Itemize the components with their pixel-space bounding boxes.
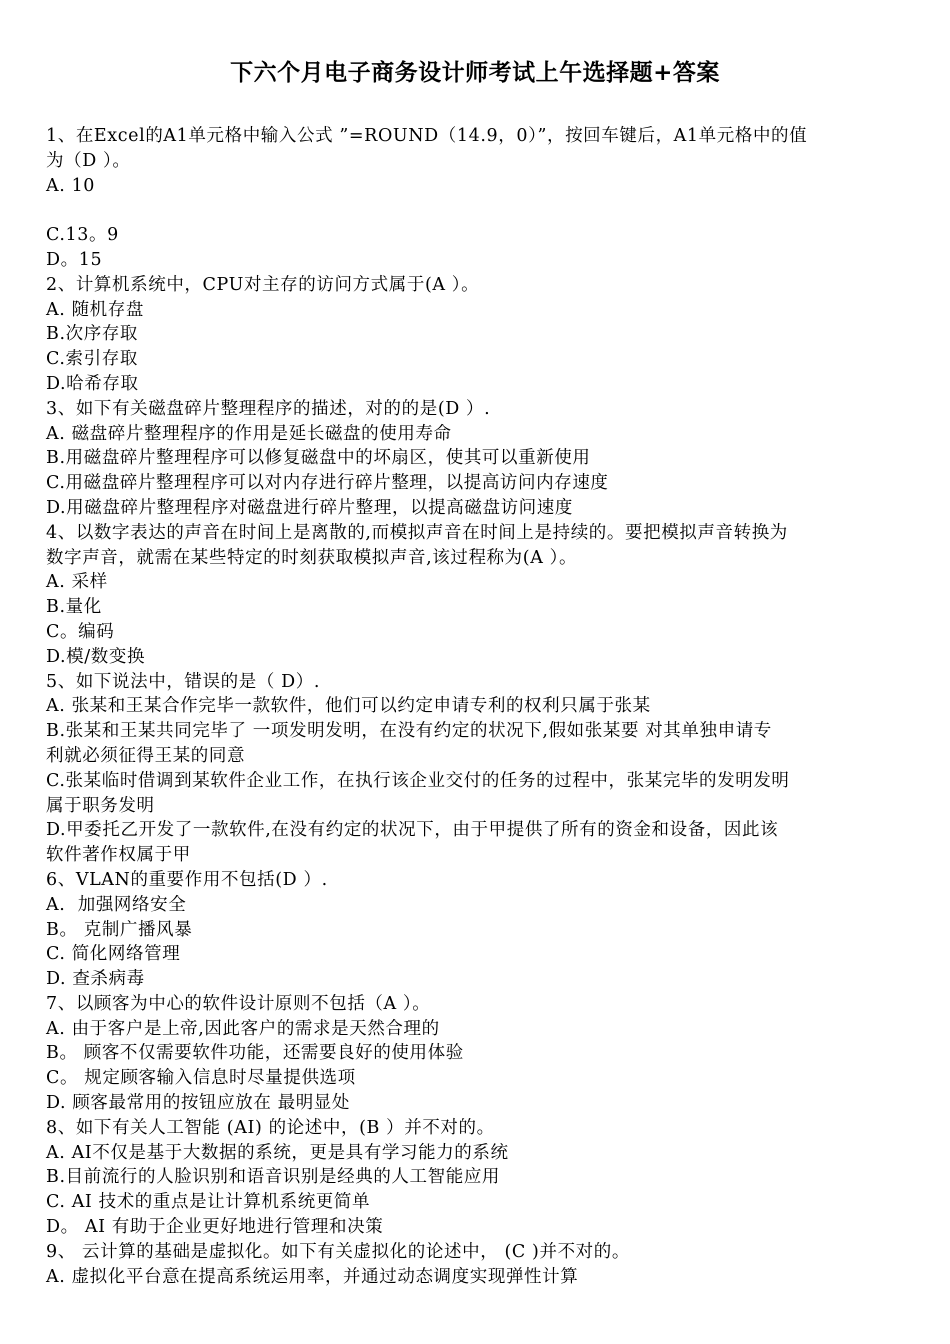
text-line: D。15 bbox=[46, 249, 103, 270]
text-line: C.索引存取 bbox=[46, 349, 138, 370]
text-line: C. AI 技术的重点是让计算机系统更简单 bbox=[46, 1192, 371, 1213]
text-line: B.量化 bbox=[46, 597, 102, 618]
text-line: B.次序存取 bbox=[46, 324, 139, 345]
text-line: 4、以数字表达的声音在时间上是离散的,而模拟声音在时间上是持续的。要把模拟声音转换为 bbox=[46, 522, 788, 543]
text-line: A. 虚拟化平台意在提高系统运用率，并通过动态调度实现弹性计算 bbox=[46, 1266, 579, 1287]
text-line: 为（D ）。 bbox=[46, 150, 131, 171]
text-line: A. 采样 bbox=[46, 572, 108, 593]
text-line: A. 加强网络安全 bbox=[46, 894, 187, 915]
text-line: A. AI不仅是基于大数据的系统，更是具有学习能力的系统 bbox=[46, 1142, 509, 1163]
blank-line bbox=[46, 198, 908, 223]
text-line: D. 查杀病毒 bbox=[46, 969, 145, 990]
text-line: 软件著作权属于甲 bbox=[46, 845, 191, 866]
text-line: D.模/数变换 bbox=[46, 646, 146, 667]
text-line: 5、如下说法中，错误的是（ D）. bbox=[46, 671, 320, 692]
text-line: 6、VLAN的重要作用不包括(D ）. bbox=[46, 869, 328, 890]
text-line: B。 克制广播风暴 bbox=[46, 919, 193, 940]
text-line: C。编码 bbox=[46, 621, 115, 642]
document-body bbox=[46, 124, 908, 1289]
text-line: 利就必须征得王某的同意 bbox=[46, 745, 246, 766]
text-line: A. 随机存盘 bbox=[46, 299, 144, 320]
text-line: A. 10 bbox=[46, 175, 96, 196]
text-line: A. 由于客户是上帝,因此客户的需求是天然合理的 bbox=[46, 1018, 440, 1039]
text-line: D。 AI 有助于企业更好地进行管理和决策 bbox=[46, 1217, 384, 1238]
text-line: 9、 云计算的基础是虚拟化。如下有关虚拟化的论述中， (C )并不对的。 bbox=[46, 1241, 630, 1262]
text-line: C. 简化网络管理 bbox=[46, 944, 181, 965]
text-line: D.用磁盘碎片整理程序对磁盘进行碎片整理，以提高磁盘访问速度 bbox=[46, 497, 573, 518]
text-line: B.张某和王某共同完毕了 一项发明发明，在没有约定的状况下,假如张某要 对其单独申请专 bbox=[46, 721, 772, 742]
text-line: 2、计算机系统中，CPU对主存的访问方式属于(A ）。 bbox=[46, 274, 480, 295]
text-line: B.用磁盘碎片整理程序可以修复磁盘中的坏扇区，使其可以重新使用 bbox=[46, 448, 591, 469]
text-line: C.13。9 bbox=[46, 225, 119, 246]
text-line: A. 磁盘碎片整理程序的作用是延长磁盘的使用寿命 bbox=[46, 423, 452, 444]
text-line: D.甲委托乙开发了一款软件,在没有约定的状况下，由于甲提供了所有的资金和设备，因此该 bbox=[46, 820, 779, 841]
text-line: C.张某临时借调到某软件企业工作，在执行该企业交付的任务的过程中，张某完毕的发明发明 bbox=[46, 770, 790, 791]
text-line: 7、以顾客为中心的软件设计原则不包括（A ）。 bbox=[46, 993, 431, 1014]
text-line: D. 顾客最常用的按钮应放在 最明显处 bbox=[46, 1093, 350, 1114]
text-line: A. 张某和王某合作完毕一款软件，他们可以约定申请专利的权利只属于张某 bbox=[46, 696, 651, 717]
text-line: C。 规定顾客输入信息时尽量提供选项 bbox=[46, 1068, 356, 1089]
text-line: C.用磁盘碎片整理程序可以对内存进行碎片整理，以提高访问内存速度 bbox=[46, 473, 609, 494]
text-line: 属于职务发明 bbox=[46, 795, 155, 816]
text-line: 数字声音，就需在某些特定的时刻获取模拟声音,该过程称为(A ）。 bbox=[46, 547, 578, 568]
document-title: 下六个月电子商务设计师考试上午选择题+答案 bbox=[230, 60, 720, 86]
text-line: 8、如下有关人工智能 (AI) 的论述中，(B ）并不对的。 bbox=[46, 1117, 495, 1138]
text-line: 3、如下有关磁盘碎片整理程序的描述，对的的是(D ）. bbox=[46, 398, 491, 419]
text-line: D.哈希存取 bbox=[46, 373, 139, 394]
text-line: 1、在Excel的A1单元格中输入公式 ”=ROUND（14.9，0）”，按回车键后，A1单元格中的值 bbox=[46, 126, 808, 146]
text-line: B。 顾客不仅需要软件功能，还需要良好的使用体验 bbox=[46, 1043, 464, 1064]
text-line: B.目前流行的人脸识别和语音识别是经典的人工智能应用 bbox=[46, 1167, 501, 1188]
